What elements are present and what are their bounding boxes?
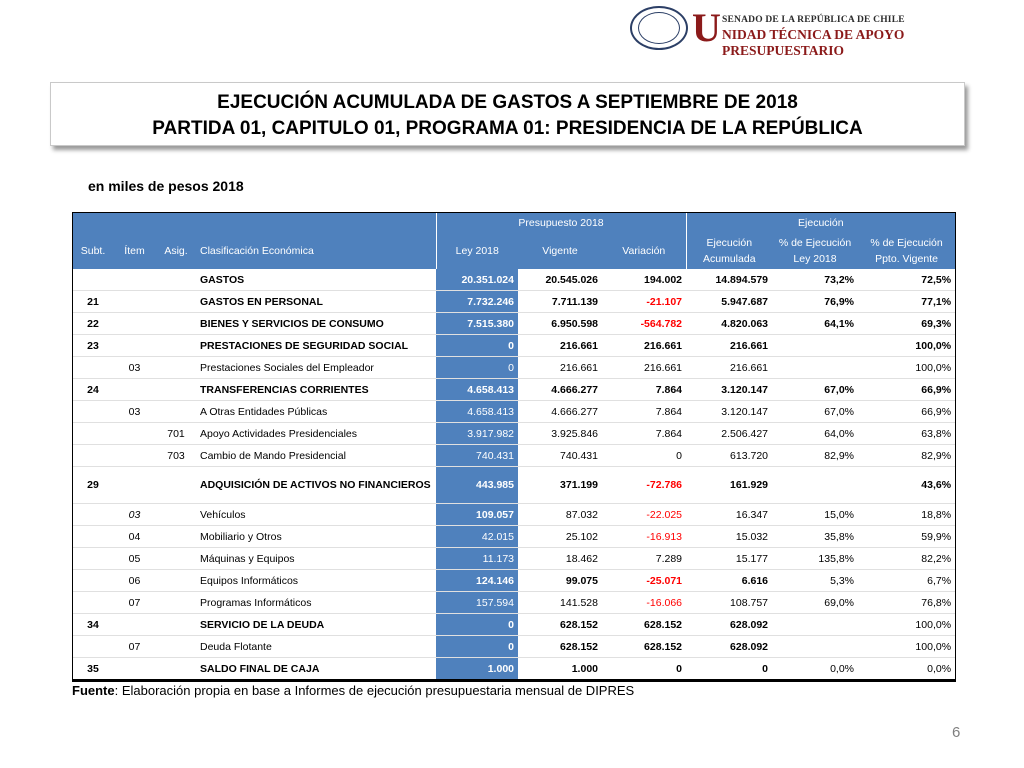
cell-pct-vigente: 100,0%: [858, 335, 955, 357]
cell-ejecucion: 216.661: [686, 335, 772, 357]
cell-pct-vigente: 69,3%: [858, 313, 955, 335]
cell-pct-vigente: 82,9%: [858, 445, 955, 467]
header-pct-ley: % de Ejecución Ley 2018: [772, 233, 858, 269]
cell-pct-ley: [772, 636, 858, 658]
cell-pct-vigente: 100,0%: [858, 614, 955, 636]
cell-vigente: 20.545.026: [518, 269, 602, 291]
budget-table: [72, 212, 956, 682]
cell-asig: [156, 504, 196, 526]
cell-subt: 35: [73, 658, 113, 681]
cell-asig: [156, 379, 196, 401]
cell-subt: 21: [73, 291, 113, 313]
cell-subt: [73, 357, 113, 379]
cell-asig: 701: [156, 423, 196, 445]
cell-subt: 29: [73, 467, 113, 504]
cell-clasificacion: Mobiliario y Otros: [196, 526, 436, 548]
cell-ley: 20.351.024: [436, 269, 518, 291]
cell-variacion: -22.025: [602, 504, 686, 526]
cell-item: [113, 467, 156, 504]
cell-pct-ley: 64,1%: [772, 313, 858, 335]
cell-item: 03: [113, 401, 156, 423]
cell-vigente: 7.711.139: [518, 291, 602, 313]
cell-pct-ley: 82,9%: [772, 445, 858, 467]
cell-ejecucion: 2.506.427: [686, 423, 772, 445]
header-vigente: Vigente: [518, 233, 602, 269]
cell-pct-vigente: 100,0%: [858, 636, 955, 658]
cell-variacion: 7.289: [602, 548, 686, 570]
cell-ley: 4.658.413: [436, 379, 518, 401]
cell-ley: 1.000: [436, 658, 518, 681]
cell-ejecucion: 3.120.147: [686, 401, 772, 423]
cell-item: 06: [113, 570, 156, 592]
cell-asig: [156, 335, 196, 357]
cell-variacion: 7.864: [602, 379, 686, 401]
cell-vigente: 371.199: [518, 467, 602, 504]
table-row: [73, 291, 955, 313]
cell-pct-vigente: 63,8%: [858, 423, 955, 445]
table-row: [73, 548, 955, 570]
table-row: [73, 592, 955, 614]
title-line-2: PARTIDA 01, CAPITULO 01, PROGRAMA 01: PRESIDENCIA DE LA REPÚBLICA: [152, 118, 863, 139]
cell-ejecucion: 16.347: [686, 504, 772, 526]
cell-asig: 703: [156, 445, 196, 467]
table-row: [73, 658, 955, 681]
cell-variacion: -25.071: [602, 570, 686, 592]
cell-subt: [73, 526, 113, 548]
cell-asig: [156, 570, 196, 592]
cell-pct-ley: 15,0%: [772, 504, 858, 526]
cell-subt: 34: [73, 614, 113, 636]
cell-variacion: 216.661: [602, 357, 686, 379]
table-row: [73, 401, 955, 423]
logo-initial: U: [692, 5, 721, 50]
cell-clasificacion: GASTOS EN PERSONAL: [196, 291, 436, 313]
cell-ejecucion: 161.929: [686, 467, 772, 504]
cell-variacion: 216.661: [602, 335, 686, 357]
source-note: [72, 683, 634, 698]
cell-pct-vigente: 59,9%: [858, 526, 955, 548]
logo-unit-text: NIDAD TÉCNICA DE APOYO PRESUPUESTARIO: [722, 27, 905, 58]
units-label: en miles de pesos 2018: [88, 178, 244, 194]
cell-asig: [156, 614, 196, 636]
table-row: [73, 445, 955, 467]
cell-subt: [73, 636, 113, 658]
cell-item: [113, 379, 156, 401]
cell-ley: 443.985: [436, 467, 518, 504]
cell-vigente: 99.075: [518, 570, 602, 592]
cell-ejecucion: 15.177: [686, 548, 772, 570]
cell-item: [113, 291, 156, 313]
cell-ejecucion: 0: [686, 658, 772, 681]
cell-vigente: 1.000: [518, 658, 602, 681]
cell-variacion: -72.786: [602, 467, 686, 504]
cell-asig: [156, 313, 196, 335]
cell-subt: 23: [73, 335, 113, 357]
cell-asig: [156, 291, 196, 313]
cell-clasificacion: Máquinas y Equipos: [196, 548, 436, 570]
cell-pct-vigente: 77,1%: [858, 291, 955, 313]
cell-pct-ley: 5,3%: [772, 570, 858, 592]
table-row: [73, 636, 955, 658]
cell-asig: [156, 658, 196, 681]
cell-vigente: 4.666.277: [518, 401, 602, 423]
cell-ley: 4.658.413: [436, 401, 518, 423]
cell-variacion: 628.152: [602, 614, 686, 636]
cell-vigente: 4.666.277: [518, 379, 602, 401]
cell-subt: [73, 423, 113, 445]
cell-vigente: 628.152: [518, 636, 602, 658]
cell-pct-ley: [772, 335, 858, 357]
cell-ley: 0: [436, 335, 518, 357]
cell-pct-vigente: 18,8%: [858, 504, 955, 526]
cell-ejecucion: 613.720: [686, 445, 772, 467]
cell-vigente: 3.925.846: [518, 423, 602, 445]
cell-ejecucion: 5.947.687: [686, 291, 772, 313]
cell-subt: [73, 269, 113, 291]
cell-item: 07: [113, 592, 156, 614]
table-row: [73, 335, 955, 357]
cell-item: [113, 313, 156, 335]
cell-vigente: 628.152: [518, 614, 602, 636]
cell-clasificacion: PRESTACIONES DE SEGURIDAD SOCIAL: [196, 335, 436, 357]
cell-pct-vigente: 6,7%: [858, 570, 955, 592]
cell-subt: [73, 548, 113, 570]
header-pct-vigente: % de Ejecución Ppto. Vigente: [858, 233, 955, 269]
cell-variacion: -16.913: [602, 526, 686, 548]
table-row: [73, 269, 955, 291]
cell-ley: 157.594: [436, 592, 518, 614]
cell-vigente: 18.462: [518, 548, 602, 570]
header-variacion: Variación: [602, 233, 686, 269]
cell-pct-vigente: 66,9%: [858, 401, 955, 423]
cell-item: 07: [113, 636, 156, 658]
cell-item: [113, 423, 156, 445]
cell-pct-ley: 67,0%: [772, 401, 858, 423]
cell-pct-vigente: 72,5%: [858, 269, 955, 291]
header-ley: Ley 2018: [436, 233, 518, 269]
cell-vigente: 6.950.598: [518, 313, 602, 335]
cell-asig: [156, 548, 196, 570]
cell-vigente: 216.661: [518, 357, 602, 379]
cell-clasificacion: Apoyo Actividades Presidenciales: [196, 423, 436, 445]
cell-pct-vigente: 100,0%: [858, 357, 955, 379]
cell-vigente: 216.661: [518, 335, 602, 357]
cell-pct-vigente: 76,8%: [858, 592, 955, 614]
cell-clasificacion: Deuda Flotante: [196, 636, 436, 658]
cell-asig: [156, 636, 196, 658]
cell-asig: [156, 269, 196, 291]
table-row: [73, 504, 955, 526]
logo-senado-text: SENADO DE LA REPÚBLICA DE CHILE: [722, 15, 905, 25]
cell-vigente: 25.102: [518, 526, 602, 548]
cell-item: [113, 335, 156, 357]
cell-pct-vigente: 43,6%: [858, 467, 955, 504]
cell-item: 03: [113, 357, 156, 379]
cell-ejecucion: 4.820.063: [686, 313, 772, 335]
cell-subt: [73, 401, 113, 423]
cell-pct-ley: [772, 467, 858, 504]
cell-clasificacion: Programas Informáticos: [196, 592, 436, 614]
cell-ejecucion: 14.894.579: [686, 269, 772, 291]
cell-subt: [73, 504, 113, 526]
cell-asig: [156, 526, 196, 548]
cell-pct-vigente: 0,0%: [858, 658, 955, 681]
cell-pct-ley: 69,0%: [772, 592, 858, 614]
cell-ejecucion: 15.032: [686, 526, 772, 548]
cell-variacion: -16.066: [602, 592, 686, 614]
cell-clasificacion: Vehículos: [196, 504, 436, 526]
cell-pct-ley: 73,2%: [772, 269, 858, 291]
cell-ley: 11.173: [436, 548, 518, 570]
cell-item: 05: [113, 548, 156, 570]
table-row: [73, 570, 955, 592]
cell-pct-vigente: 66,9%: [858, 379, 955, 401]
cell-item: 04: [113, 526, 156, 548]
header-group-presupuesto: Presupuesto 2018: [436, 213, 686, 233]
cell-subt: 22: [73, 313, 113, 335]
cell-ley: 3.917.982: [436, 423, 518, 445]
table-row: [73, 467, 955, 504]
cell-ejecucion: 216.661: [686, 357, 772, 379]
cell-variacion: 7.864: [602, 401, 686, 423]
cell-ley: 109.057: [436, 504, 518, 526]
cell-pct-ley: 64,0%: [772, 423, 858, 445]
cell-subt: 24: [73, 379, 113, 401]
table-row: [73, 614, 955, 636]
cell-ejecucion: 6.616: [686, 570, 772, 592]
cell-pct-ley: 0,0%: [772, 658, 858, 681]
cell-pct-ley: [772, 614, 858, 636]
header-clasificacion: Clasificación Económica: [196, 233, 436, 269]
cell-clasificacion: A Otras Entidades Públicas: [196, 401, 436, 423]
cell-ley: 0: [436, 614, 518, 636]
cell-subt: [73, 570, 113, 592]
table-row: [73, 379, 955, 401]
table-row: [73, 423, 955, 445]
cell-item: [113, 445, 156, 467]
title-box: [50, 82, 965, 146]
cell-vigente: 87.032: [518, 504, 602, 526]
cell-asig: [156, 357, 196, 379]
cell-variacion: 7.864: [602, 423, 686, 445]
cell-variacion: 628.152: [602, 636, 686, 658]
senate-seal-logo: [630, 6, 688, 50]
cell-variacion: -564.782: [602, 313, 686, 335]
cell-ejecucion: 108.757: [686, 592, 772, 614]
cell-item: [113, 614, 156, 636]
cell-pct-vigente: 82,2%: [858, 548, 955, 570]
cell-ley: 7.732.246: [436, 291, 518, 313]
cell-pct-ley: 76,9%: [772, 291, 858, 313]
cell-ley: 0: [436, 636, 518, 658]
cell-clasificacion: ADQUISICIÓN DE ACTIVOS NO FINANCIEROS: [196, 467, 436, 504]
header-subt: Subt.: [73, 233, 113, 269]
cell-pct-ley: [772, 357, 858, 379]
cell-subt: [73, 592, 113, 614]
cell-ejecucion: 628.092: [686, 636, 772, 658]
cell-ejecucion: 3.120.147: [686, 379, 772, 401]
cell-asig: [156, 592, 196, 614]
table-row: [73, 526, 955, 548]
cell-ejecucion: 628.092: [686, 614, 772, 636]
cell-variacion: -21.107: [602, 291, 686, 313]
title-line-1: EJECUCIÓN ACUMULADA DE GASTOS A SEPTIEMBRE DE 2018: [217, 92, 798, 113]
cell-ley: 0: [436, 357, 518, 379]
cell-ley: 42.015: [436, 526, 518, 548]
cell-variacion: 0: [602, 658, 686, 681]
cell-item: [113, 269, 156, 291]
table-row: [73, 313, 955, 335]
cell-clasificacion: Equipos Informáticos: [196, 570, 436, 592]
source-label: Fuente: [72, 683, 115, 698]
header-ejec-acum: Ejecución Acumulada: [686, 233, 772, 269]
cell-vigente: 740.431: [518, 445, 602, 467]
table-row: [73, 357, 955, 379]
source-text: : Elaboración propia en base a Informes de ejecución presupuestaria mensual de DIPRES: [114, 683, 635, 698]
cell-pct-ley: 135,8%: [772, 548, 858, 570]
cell-pct-ley: 67,0%: [772, 379, 858, 401]
cell-asig: [156, 401, 196, 423]
cell-pct-ley: 35,8%: [772, 526, 858, 548]
cell-ley: 7.515.380: [436, 313, 518, 335]
cell-ley: 740.431: [436, 445, 518, 467]
cell-variacion: 0: [602, 445, 686, 467]
cell-subt: [73, 445, 113, 467]
header-asig: Asig.: [156, 233, 196, 269]
header-item: Ítem: [113, 233, 156, 269]
cell-clasificacion: Prestaciones Sociales del Empleador: [196, 357, 436, 379]
cell-asig: [156, 467, 196, 504]
cell-clasificacion: SALDO FINAL DE CAJA: [196, 658, 436, 681]
cell-clasificacion: SERVICIO DE LA DEUDA: [196, 614, 436, 636]
cell-ley: 124.146: [436, 570, 518, 592]
header-group-ejecucion: Ejecución: [686, 213, 955, 233]
page-number: 6: [952, 724, 961, 741]
cell-item: 03: [113, 504, 156, 526]
cell-clasificacion: Cambio de Mando Presidencial: [196, 445, 436, 467]
cell-variacion: 194.002: [602, 269, 686, 291]
cell-clasificacion: TRANSFERENCIAS CORRIENTES: [196, 379, 436, 401]
cell-clasificacion: GASTOS: [196, 269, 436, 291]
cell-vigente: 141.528: [518, 592, 602, 614]
cell-clasificacion: BIENES Y SERVICIOS DE CONSUMO: [196, 313, 436, 335]
cell-item: [113, 658, 156, 681]
